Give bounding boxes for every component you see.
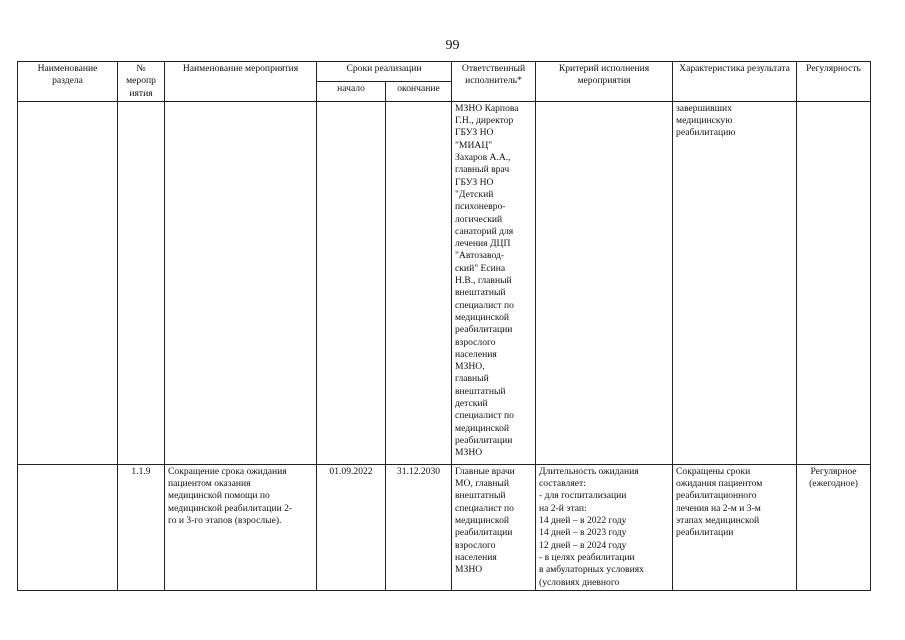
header-regularity: Регулярность bbox=[797, 62, 871, 102]
cell-activity: Сокращение срока ожидания пациентом оказания медицинской помощи по медицинской реабилитации 2- го и 3-го этапов (взрослые). bbox=[165, 464, 317, 590]
header-section: Наименование раздела bbox=[18, 62, 118, 102]
cell-start bbox=[317, 101, 386, 464]
cell-number bbox=[118, 101, 165, 464]
table-row bbox=[18, 101, 871, 464]
cell-number: 1.1.9 bbox=[118, 464, 165, 590]
cell-regularity: Регулярное (ежегодное) bbox=[797, 464, 871, 590]
cell-start: 01.09.2022 bbox=[317, 464, 386, 590]
cell-end bbox=[386, 101, 452, 464]
cell-end: 31.12.2030 bbox=[386, 464, 452, 590]
header-row bbox=[18, 62, 871, 82]
header-result: Характеристика результата bbox=[673, 62, 797, 102]
header-end: окончание bbox=[386, 81, 452, 101]
header-number: № меропр иятия bbox=[118, 62, 165, 102]
page-number: 99 bbox=[445, 38, 460, 53]
cell-criterion bbox=[536, 101, 673, 464]
table-row bbox=[18, 464, 871, 590]
header-period: Сроки реализации bbox=[317, 62, 452, 82]
cell-result: Сокращены сроки ожидания пациентом реабилитационного лечения на 2-м и 3-м этапах медицинской реабилитации bbox=[673, 464, 797, 590]
activity-plan-table bbox=[17, 61, 871, 591]
cell-section bbox=[18, 101, 118, 464]
cell-responsible: МЗНО Карпова Г.Н., директор ГБУЗ НО "МИАЦ" Захаров А.А., главный врач ГБУЗ НО "Детский психоневро- логический санаторий для лечения ДЦП "Автозавод- ский" Есина Н.В., главный внештатный специалист по медицинской реабилитации взрослого населения МЗНО, главный внештатный детский специалист по медицинской реабилитации МЗНО bbox=[452, 101, 536, 464]
cell-criterion: Длительность ожидания составляет: - для госпитализации на 2-й этап: 14 дней – в 2022 году 14 дней – в 2023 году 12 дней – в 2024 году - в целях реабилитации в амбулаторных условиях (условиях дневного bbox=[536, 464, 673, 590]
header-criterion: Критерий исполнения мероприятия bbox=[536, 62, 673, 102]
cell-result: завершивших медицинскую реабилитацию bbox=[673, 101, 797, 464]
cell-section bbox=[18, 464, 118, 590]
header-start: начало bbox=[317, 81, 386, 101]
header-responsible: Ответственный исполнитель* bbox=[452, 62, 536, 102]
cell-activity bbox=[165, 101, 317, 464]
header-activity: Наименование мероприятия bbox=[165, 62, 317, 102]
cell-regularity bbox=[797, 101, 871, 464]
cell-responsible: Главные врачи МО, главный внештатный специалист по медицинской реабилитации взрослого населения МЗНО bbox=[452, 464, 536, 590]
